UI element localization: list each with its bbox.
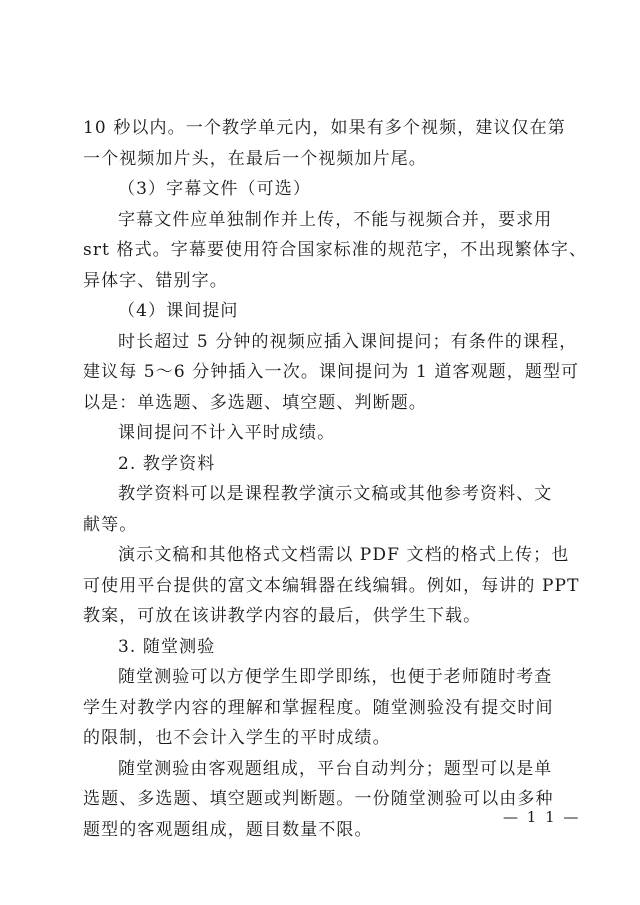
page-number: — 1 1 — [503,808,581,826]
document-body [83,113,588,845]
text-line: 可使用平台提供的富文本编辑器在线编辑。例如，每讲的 PPT [83,575,580,596]
text-line: 演示文稿和其他格式文档需以 PDF 文档的格式上传；也 [118,545,570,565]
text-line: 随堂测验可以方便学生即学即练，也便于老师随时考查 [118,667,553,687]
section-heading: （4）课间提问 [118,301,239,321]
text-line: 选题、多选题、填空题或判断题。一份随堂测验可以由多种 [83,789,554,809]
text-line: 课间提问不计入平时成绩。 [118,423,336,443]
text-line: 字幕文件应单独制作并上传，不能与视频合并，要求用 [118,209,553,230]
text-line: 随堂测验由客观题组成，平台自动判分；题型可以是单 [118,758,553,779]
section-heading: （3）字幕文件（可选） [118,179,311,199]
text-line: 以是：单选题、多选题、填空题、判断题。 [83,392,427,413]
text-line: 时长超过 5 分钟的视频应插入课间提问；有条件的课程， [118,331,578,352]
section-heading: 2. 教学资料 [118,453,216,474]
text-line: srt 格式。字幕要使用符合国家标准的规范字，不出现繁体字、 [83,240,588,260]
text-line: 教学资料可以是课程教学演示文稿或其他参考资料、文 [118,484,553,504]
text-line: 教案，可放在该讲教学内容的最后，供学生下载。 [83,606,482,626]
text-line: 学生对教学内容的理解和掌握程度。随堂测验没有提交时间 [83,697,554,718]
text-line: 的限制，也不会计入学生的平时成绩。 [83,728,391,748]
text-line: 献等。 [83,514,138,535]
text-line: 异体字、错别字。 [83,270,228,291]
text-line: 题型的客观题组成，题目数量不限。 [83,819,373,840]
section-heading: 3. 随堂测验 [118,636,216,657]
text-line: 建议每 5～6 分钟插入一次。课间提问为 1 道客观题，题型可 [83,362,580,382]
text-line: 一个视频加片头，在最后一个视频加片尾。 [83,148,427,169]
text-line: 10 秒以内。一个教学单元内，如果有多个视频，建议仅在第 [83,118,566,138]
